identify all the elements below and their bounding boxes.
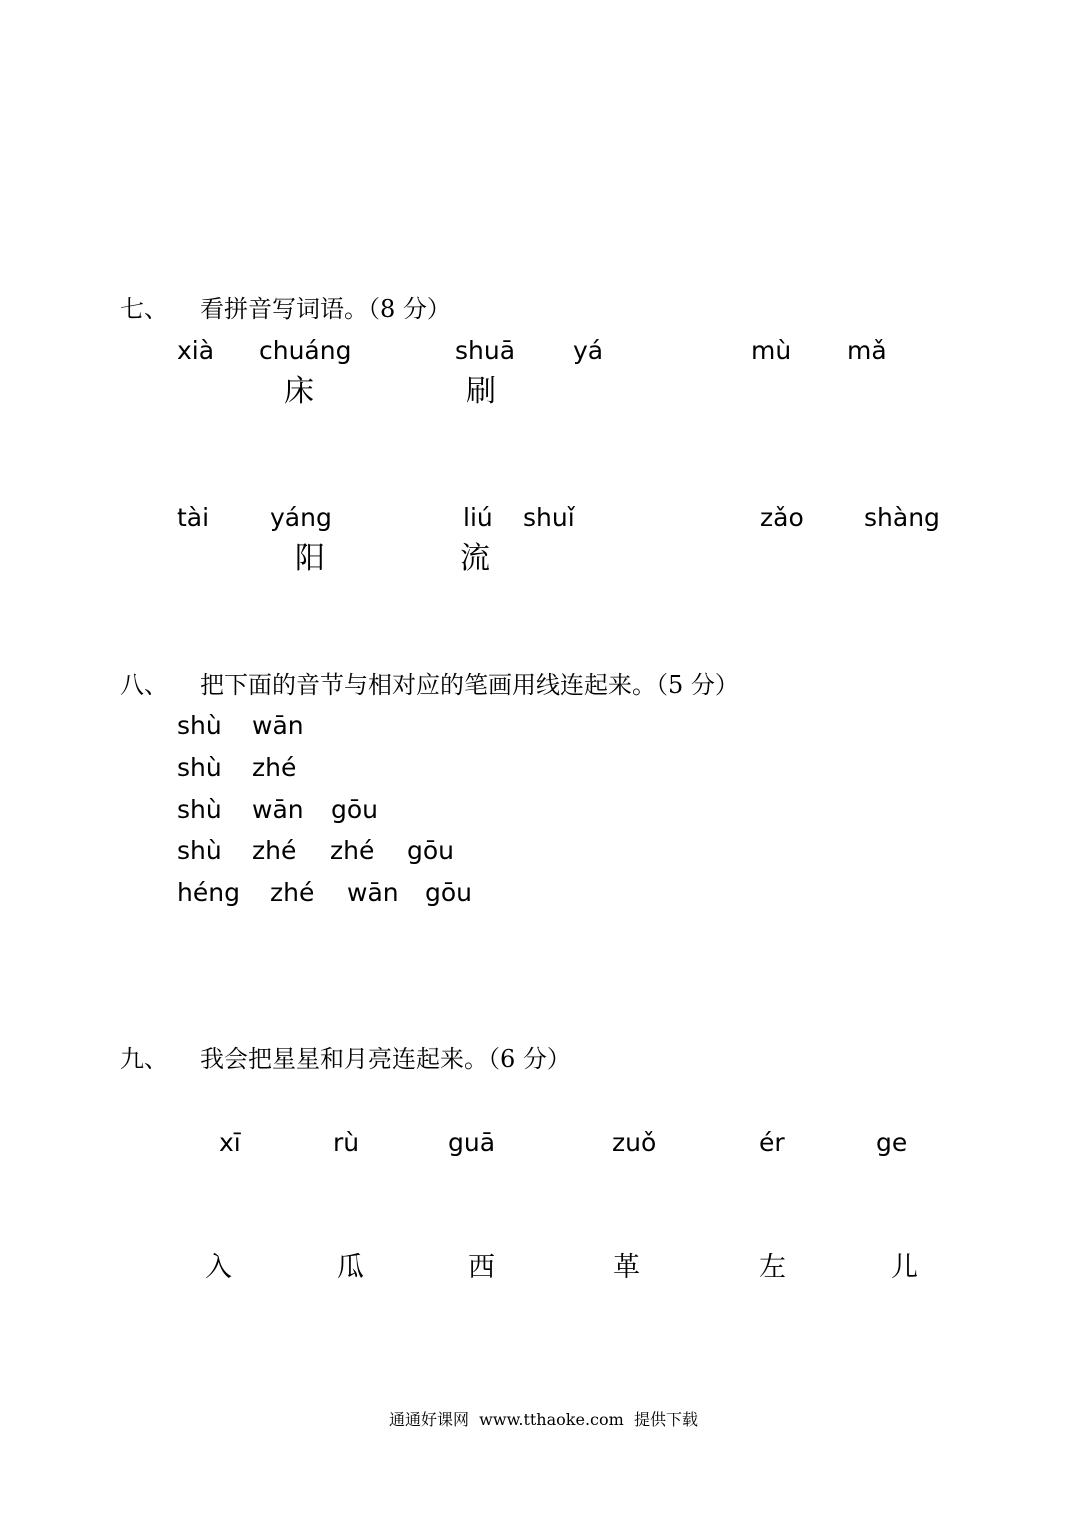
section8-title: 把下面的音节与相对应的笔画用线连起来。（5 分） (200, 671, 739, 699)
s7-r1-pinyin-4: yá (573, 336, 604, 365)
s9-hanzi-3: 西 (468, 1252, 495, 1283)
s9-pinyin-2: rù (333, 1128, 360, 1157)
s8-l5-syllable-3: wān (347, 878, 399, 907)
s8-l2-syllable-2: zhé (252, 753, 297, 782)
s9-pinyin-6: ge (876, 1128, 908, 1157)
s9-pinyin-4: zuǒ (612, 1128, 657, 1157)
s7-r2-pinyin-1: tài (177, 503, 210, 532)
section8-heading (120, 670, 920, 700)
s7-r2-pinyin-6: shàng (864, 503, 940, 532)
page-footer: 通通好课网 www.tthaoke.com 提供下载 (389, 1410, 698, 1429)
s8-l1-syllable-2: wān (252, 711, 304, 740)
s9-hanzi-1: 入 (205, 1252, 232, 1283)
s9-pinyin-1: xī (219, 1128, 241, 1157)
s8-l3-syllable-2: wān (252, 795, 304, 824)
s9-pinyin-5: ér (759, 1128, 785, 1157)
s7-r2-pinyin-5: zǎo (760, 503, 804, 532)
s8-l5-syllable-2: zhé (270, 878, 315, 907)
s7-r2-pinyin-2: yáng (270, 503, 332, 532)
s8-l4-syllable-4: gōu (407, 836, 455, 865)
s8-l4-syllable-3: zhé (330, 836, 375, 865)
section9-title: 我会把星星和月亮连起来。（6 分） (200, 1045, 571, 1073)
s8-l4-syllable-1: shù (177, 836, 222, 865)
section7-number: 七、 (120, 295, 168, 323)
s7-r1-hanzi-2: 刷 (466, 374, 496, 409)
s9-hanzi-4: 革 (613, 1252, 640, 1283)
s8-l2-syllable-1: shù (177, 753, 222, 782)
s9-pinyin-3: guā (448, 1128, 496, 1157)
s7-r2-pinyin-3: liú (463, 503, 493, 532)
section8-number: 八、 (120, 671, 168, 699)
s8-l5-syllable-1: héng (177, 878, 240, 907)
section7-heading (120, 294, 720, 324)
s7-r1-pinyin-5: mù (751, 336, 792, 365)
section7-title: 看拼音写词语。（8 分） (200, 295, 451, 323)
s7-r1-pinyin-3: shuā (455, 336, 516, 365)
s7-r1-pinyin-1: xià (177, 336, 215, 365)
s9-hanzi-5: 左 (759, 1252, 786, 1283)
s8-l5-syllable-4: gōu (425, 878, 473, 907)
s7-r2-hanzi-2: 流 (460, 541, 490, 576)
s7-r1-pinyin-6: mǎ (847, 336, 887, 365)
section9-number: 九、 (120, 1045, 168, 1073)
s7-r2-pinyin-4: shuǐ (523, 503, 575, 532)
s7-r1-hanzi-1: 床 (284, 374, 314, 409)
s7-r1-pinyin-2: chuáng (259, 336, 352, 365)
s8-l3-syllable-1: shù (177, 795, 222, 824)
section9-heading (120, 1044, 820, 1074)
s7-r2-hanzi-1: 阳 (295, 541, 325, 576)
s8-l3-syllable-3: gōu (331, 795, 379, 824)
s9-hanzi-6: 儿 (891, 1252, 918, 1283)
s9-hanzi-2: 瓜 (337, 1252, 364, 1283)
s8-l4-syllable-2: zhé (252, 836, 297, 865)
s8-l1-syllable-1: shù (177, 711, 222, 740)
